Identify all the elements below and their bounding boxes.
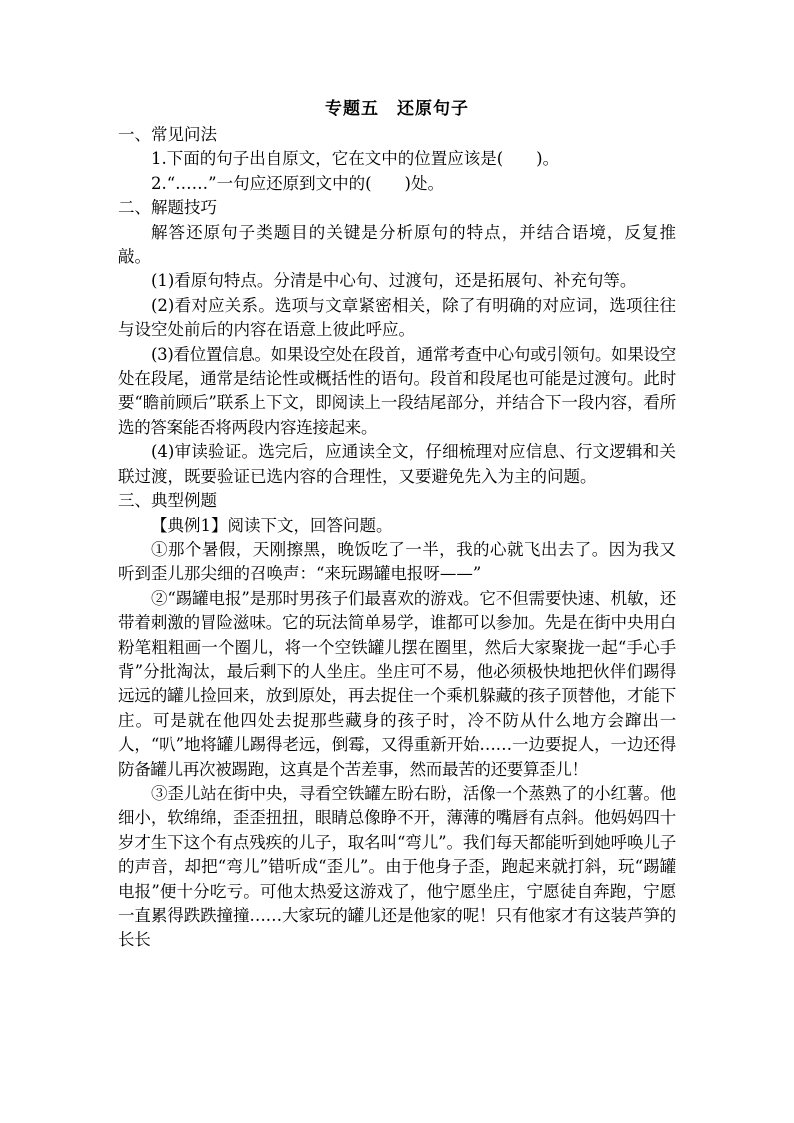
question-form-1: 1.下面的句子出自原文，它在文中的位置应该是( )。 xyxy=(151,149,560,169)
section-heading-common-questions: 一、常见问法 xyxy=(118,125,217,144)
technique-3: (3)看位置信息。如果设空处在段首，通常考查中心句或引领句。如果设空处在段尾，通常是结论性或概括性的语句。段首和段尾也可能是过渡句。此时要“瞻前顾后”联系上下文，即阅读上一段结尾部分，并结合下一段内容，看所选的答案能否将两段内容连接起来。 xyxy=(118,344,676,437)
page-title: 专题五 还原句子 xyxy=(325,99,469,119)
technique-4: (4)审读验证。选完后，应通读全文，仔细梳理对应信息、行文逻辑和关联过渡，既要验证已选内容的合理性，又要避免先入为主的问题。 xyxy=(118,442,676,486)
section-heading-examples: 三、典型例题 xyxy=(118,491,217,511)
section-heading-techniques: 二、解题技巧 xyxy=(118,198,217,218)
passage-paragraph-2: ②“踢罐电报”是那时男孩子们最喜欢的游戏。它不但需要快速、机敏，还带着刺激的冒险滋味。它的玩法简单易学，谁都可以参加。先是在街中央用白粉笔粗粗画一个圈儿，将一个空铁罐儿摆在圈里，然后大家聚拢一起“手心手背”分批淘汰，最后剩下的人坐庄。坐庄可不易，他必须极快地把伙伴们踢得远远的罐儿捡回来，放到原处，再去捉住一个乘机躲藏的孩子顶替他，才能下庄。可是就在他四处去捉那些藏身的孩子时，冷不防从什么地方会蹿出一人，“叭”地将罐儿踢得老远，倒霉，又得重新开始……一边要捉人，一边还得防备罐儿再次被踢跑，这真是个苦差事，然而最苦的还要算歪儿！ xyxy=(118,588,676,779)
passage-paragraph-1: ①那个暑假，天刚擦黑，晚饭吃了一半，我的心就飞出去了。因为我又听到歪儿那尖细的召唤声：“来玩踢罐电报呀——” xyxy=(118,539,676,584)
question-form-2: 2.“……”一句应还原到文中的( )处。 xyxy=(151,173,444,193)
example-intro: 【典例1】阅读下文，回答问题。 xyxy=(151,515,393,535)
passage-paragraph-3: ③歪儿站在街中央，寻看空铁罐左盼右盼，活像一个蒸熟了的小红薯。他细小，软绵绵，歪歪扭扭，眼睛总像睁不开，薄薄的嘴唇有点斜。他妈妈四十岁才生下这个有点残疾的儿子，取名叫“弯儿”。我们每天都能听到她呼唤儿子的声音，却把“弯儿”错听成“歪儿”。由于他身子歪，跑起来就打斜，玩“踢罐电报”便十分吃亏。可他太热爱这游戏了，他宁愿坐庄，宁愿徒自奔跑，宁愿一直累得跌跌撞撞……大家玩的罐儿还是他家的呢！只有他家才有这装芦笋的长长 xyxy=(118,783,676,950)
document-page xyxy=(118,96,676,953)
technique-2: (2)看对应关系。选项与文章紧密相关，除了有明确的对应词，选项往往与设空处前后的内容在语意上彼此呼应。 xyxy=(118,295,676,340)
techniques-intro: 解答还原句子类题目的关键是分析原句的特点，并结合语境，反复推敲。 xyxy=(118,222,676,267)
technique-1: (1)看原句特点。分清是中心句、过渡句，还是拓展句、补充句等。 xyxy=(151,271,637,291)
